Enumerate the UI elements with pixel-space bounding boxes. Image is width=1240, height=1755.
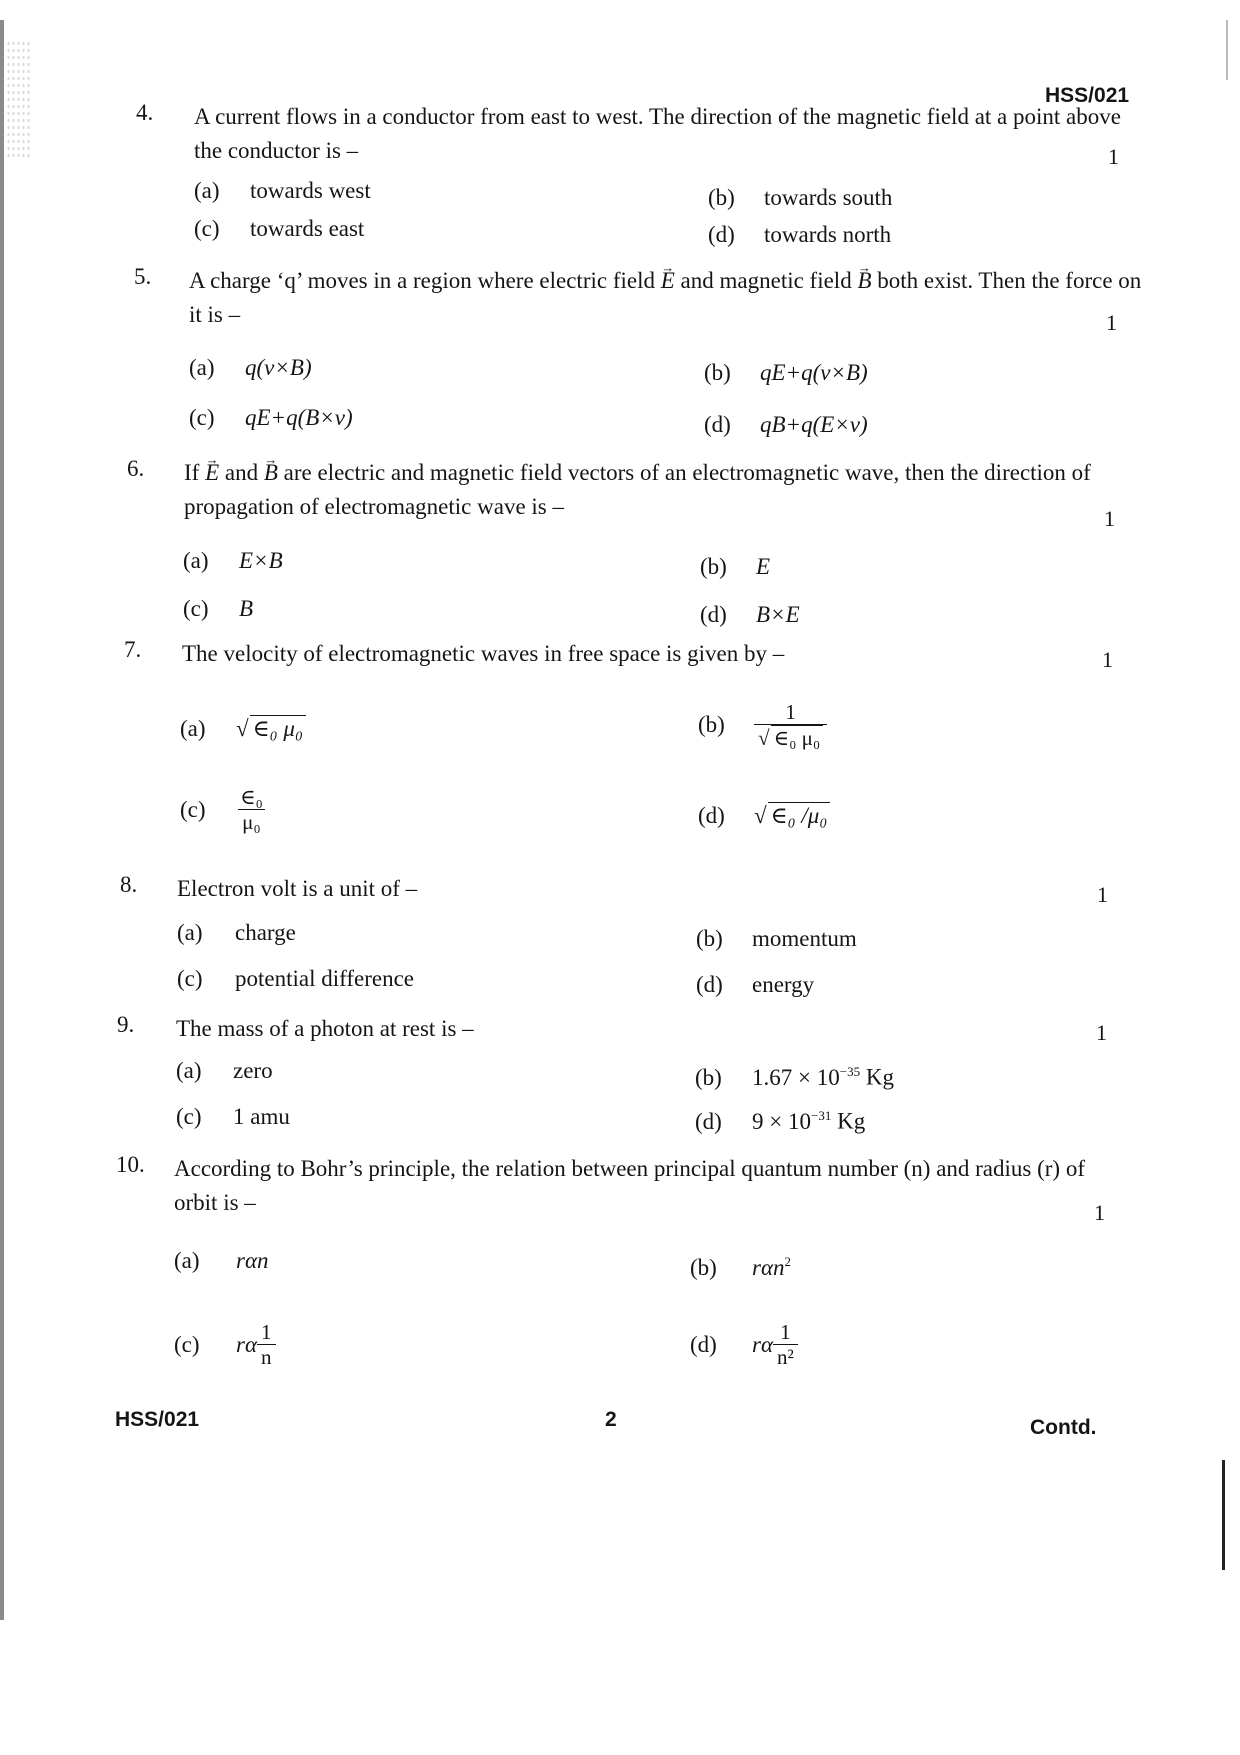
question-6-number: 6. (127, 456, 145, 481)
question-4-option-c: (c) towards east (194, 216, 365, 241)
vector-b-symbol: → B (857, 264, 871, 298)
question-8-option-b: (b) momentum (696, 926, 857, 951)
question-6-marks: 1 (1104, 506, 1115, 531)
question-10-option-a: (a) rαn (174, 1248, 269, 1273)
question-5-option-b: (b) qE+q(v×B) (704, 360, 868, 385)
question-9-option-d: (d) $9 \times 10^{-31}$ Kg (695, 1108, 866, 1134)
page-number: 2 (605, 1408, 617, 1431)
question-6-option-d: (d) B×E (700, 602, 800, 627)
question-7-option-c: (c) $\frac{\text{∈₀}}{\text{μ₀}}$ (180, 785, 263, 834)
question-8-number: 8. (120, 872, 138, 897)
question-7-text: The velocity of electromagnetic waves in free space is given by – (182, 641, 785, 666)
question-8-option-a: (a) charge (177, 920, 296, 945)
question-10-marks: 1 (1094, 1200, 1105, 1225)
question-4-option-a: (a) towards west (194, 178, 371, 203)
continued-label: Contd. (1030, 1416, 1097, 1439)
question-6-option-b: (b) E (700, 554, 771, 579)
question-7-option-b: (b) $\frac{1}{\text{√ ∈₀ μ₀}}$ (698, 700, 827, 750)
vector-b-symbol: → B (264, 456, 278, 490)
question-6-option-c: (c) B (183, 596, 254, 621)
question-7-option-d: (d) √ ∈₀ /μ₀ (698, 802, 830, 829)
question-10-option-d: (d) rα $\frac{1}{\text{n²}}$ (690, 1320, 798, 1369)
question-5-text: A charge ‘q’ moves in a region where electric field → E and magnetic field → B both exist. Then the force on it is – (189, 264, 1149, 332)
question-5-option-d: (d) qB+q(E×v) (704, 412, 868, 437)
question-5-number: 5. (134, 264, 152, 289)
question-4-option-d: (d) towards north (708, 222, 892, 247)
question-9-marks: 1 (1096, 1020, 1107, 1045)
vector-e-symbol: → E (661, 264, 675, 298)
scan-edge-mark (1222, 1460, 1225, 1570)
question-10-option-b: (b) rαn$^2$ (690, 1254, 792, 1280)
question-4-text: A current flows in a conductor from east to west. The direction of the magnetic field at a point above the conductor is – (194, 104, 1121, 163)
question-8-option-d: (d) energy (696, 972, 815, 997)
footer-code: HSS/021 (115, 1408, 200, 1431)
header-code: HSS/021 (1045, 84, 1130, 107)
question-9-number: 9. (117, 1012, 135, 1037)
question-9-option-a: (a) zero (176, 1058, 273, 1083)
question-6-text: If → E and → B are electric and magnetic field vectors of an electromagnetic wave, then the direction of propagation of electromagnetic wave is – (184, 456, 1144, 524)
question-8-marks: 1 (1097, 882, 1108, 907)
question-5-marks: 1 (1106, 310, 1117, 335)
vector-e-symbol: → E (205, 456, 219, 490)
question-10-option-c: (c) rα $\frac{1}{n}$ (174, 1320, 276, 1369)
question-7-number: 7. (124, 637, 142, 662)
scan-speckle (6, 40, 32, 160)
question-5-option-c: (c) qE+q(B×v) (189, 405, 353, 430)
question-9-option-c: (c) 1 amu (176, 1104, 290, 1129)
question-10-text: According to Bohr’s principle, the relation between principal quantum number (n) and radius (r) of orbit is – (174, 1156, 1085, 1215)
question-7-option-a: (a) √ ∈₀ μ₀ (180, 715, 306, 742)
scan-edge (0, 20, 4, 1620)
question-8-text: Electron volt is a unit of – (177, 876, 418, 901)
question-8-option-c: (c) potential difference (177, 966, 415, 991)
question-9-text: The mass of a photon at rest is – (176, 1016, 474, 1041)
question-5-option-a: (a) q(v×B) (189, 355, 312, 380)
question-4-option-b: (b) towards south (708, 185, 893, 210)
question-7-marks: 1 (1102, 647, 1113, 672)
question-9-option-b: (b) $1.67 \times 10^{-35}$ Kg (695, 1064, 894, 1090)
question-6-option-a: (a) E×B (183, 548, 283, 573)
question-4-number: 4. (136, 100, 154, 125)
question-4-marks: 1 (1108, 144, 1119, 169)
scan-edge-top-right (1226, 20, 1228, 80)
question-10-number: 10. (116, 1152, 145, 1177)
